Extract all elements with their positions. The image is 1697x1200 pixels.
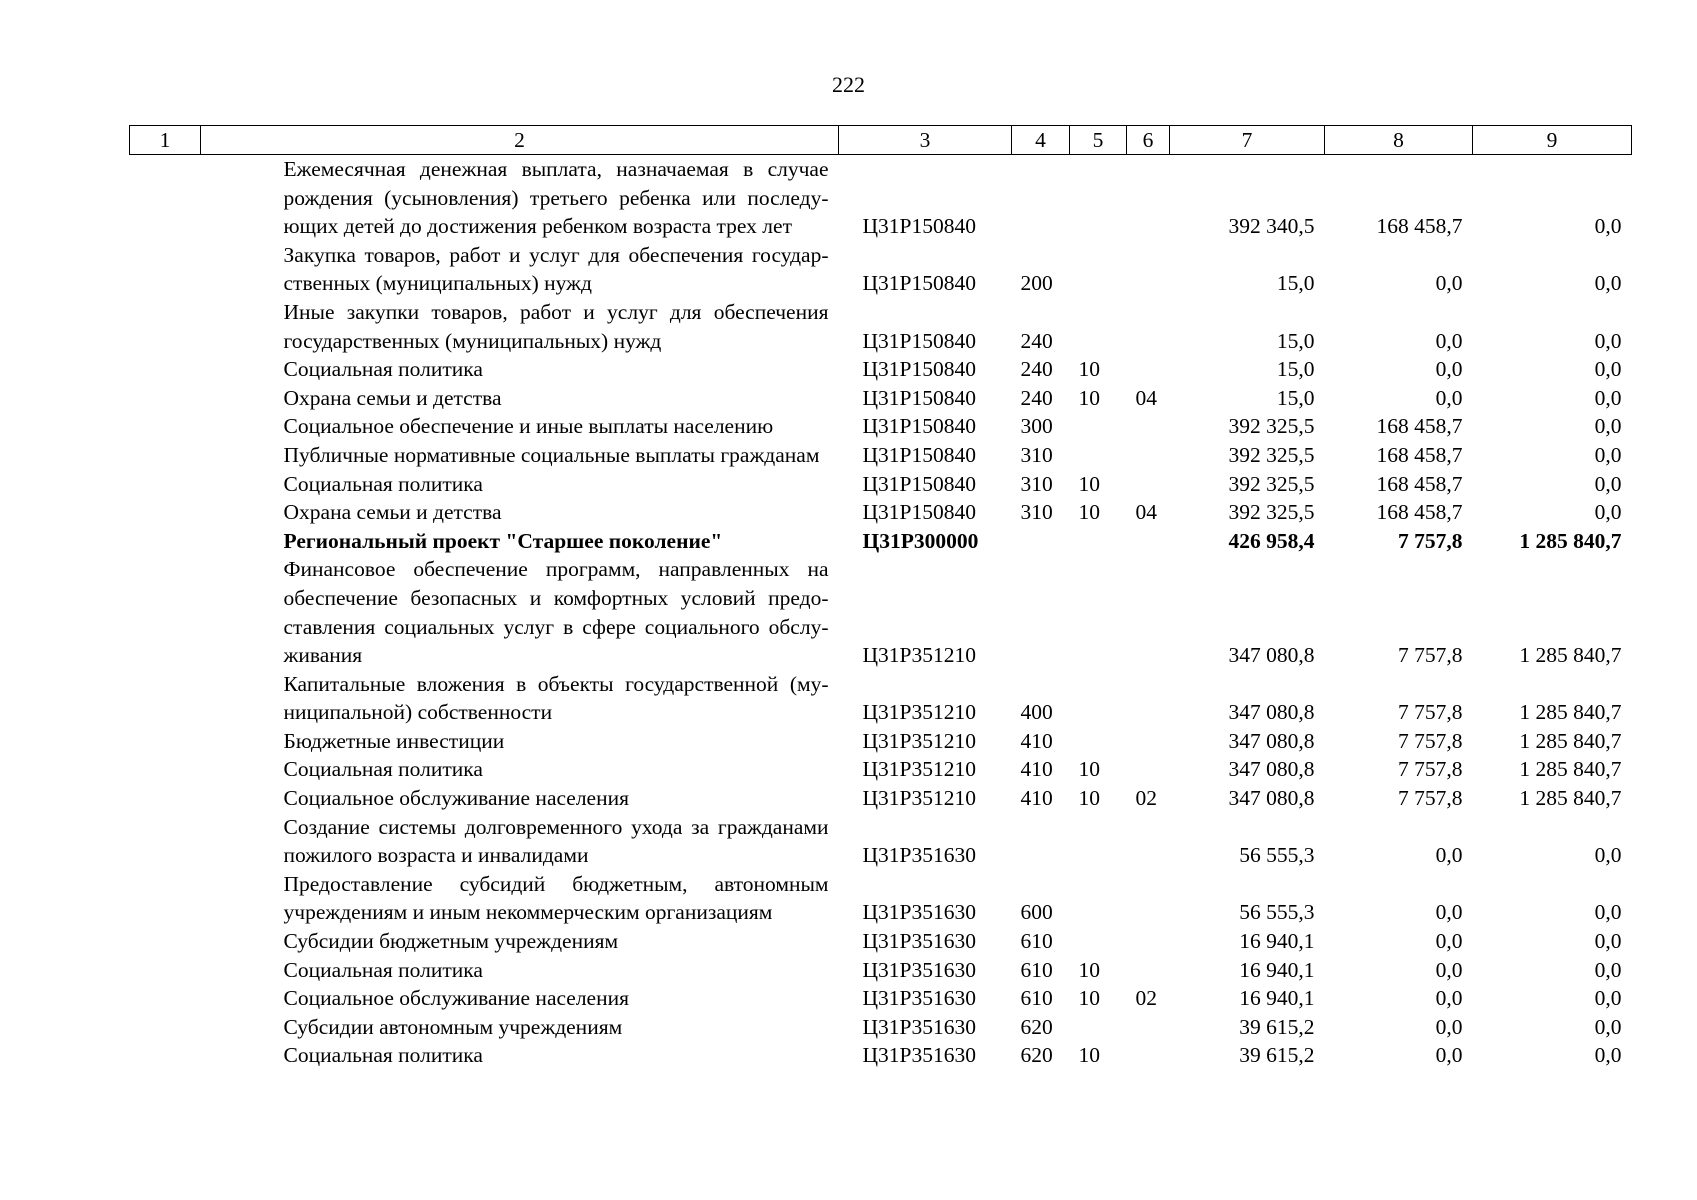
row-code: Ц31Р351210	[862, 757, 976, 782]
row-value-7: 56 555,3	[1239, 900, 1315, 925]
column-header: 7	[1170, 126, 1325, 155]
row-col5: 10	[1078, 500, 1100, 525]
row-value-8: 7 757,8	[1398, 528, 1463, 553]
row-value-9: 1 285 840,7	[1519, 700, 1622, 725]
row-value-9: 0,0	[1594, 843, 1622, 868]
row-value-7: 347 080,8	[1228, 700, 1315, 725]
row-value-9: 0,0	[1594, 357, 1622, 382]
row-name: Бюджетные инвестиции	[283, 728, 505, 753]
table-body	[130, 155, 1632, 1071]
row-value-8: 0,0	[1435, 328, 1463, 353]
row-code: Ц31Р150840	[862, 214, 976, 239]
header-row	[130, 126, 1632, 155]
page-number: 222	[832, 72, 865, 97]
row-value-7: 392 325,5	[1228, 414, 1315, 439]
row-name: Субсидии автономным учреждениям	[283, 1014, 623, 1039]
row-value-9: 0,0	[1594, 957, 1622, 982]
row-col4: 620	[1020, 1043, 1053, 1068]
row-code: Ц31Р150840	[862, 500, 976, 525]
row-value-9: 0,0	[1594, 1043, 1622, 1068]
table-row	[130, 155, 1632, 241]
column-header: 1	[130, 126, 201, 155]
column-header: 6	[1127, 126, 1170, 155]
row-col5	[1070, 927, 1127, 956]
row-code: Ц31Р351630	[862, 1014, 976, 1039]
empty-cell	[130, 412, 201, 441]
row-col4: 410	[1020, 728, 1053, 753]
row-col4: 200	[1020, 271, 1053, 296]
row-value-8: 0,0	[1435, 900, 1463, 925]
table-row	[130, 956, 1632, 985]
row-col4: 310	[1020, 471, 1053, 496]
row-col4: 240	[1020, 357, 1053, 382]
row-col5	[1070, 441, 1127, 470]
column-header: 3	[839, 126, 1012, 155]
empty-cell	[130, 527, 201, 556]
row-value-7: 347 080,8	[1228, 728, 1315, 753]
row-code: Ц31Р351630	[862, 900, 976, 925]
row-col6	[1127, 470, 1170, 499]
row-value-9: 0,0	[1594, 900, 1622, 925]
table-row	[130, 470, 1632, 499]
row-col4	[1012, 813, 1070, 870]
row-value-7: 16 940,1	[1239, 929, 1315, 954]
column-header: 8	[1325, 126, 1473, 155]
row-col6	[1127, 155, 1170, 241]
table-row	[130, 527, 1632, 556]
row-value-9: 1 285 840,7	[1519, 757, 1622, 782]
row-name: Охрана семьи и детства	[283, 500, 502, 525]
row-value-7: 392 325,5	[1228, 471, 1315, 496]
row-name: Охрана семьи и детства	[283, 385, 502, 410]
row-col4: 310	[1020, 500, 1053, 525]
empty-cell	[130, 670, 201, 727]
row-col6: 04	[1135, 385, 1157, 410]
row-value-8: 0,0	[1435, 929, 1463, 954]
row-col5	[1070, 555, 1127, 669]
row-value-8: 0,0	[1435, 1014, 1463, 1039]
row-value-7: 16 940,1	[1239, 986, 1315, 1011]
row-value-7: 347 080,8	[1228, 786, 1315, 811]
row-code: Ц31Р300000	[862, 528, 979, 553]
row-col4: 410	[1020, 786, 1053, 811]
row-col6	[1127, 956, 1170, 985]
row-col5	[1070, 870, 1127, 927]
row-col4: 310	[1020, 442, 1053, 467]
table-row	[130, 755, 1632, 784]
table-row	[130, 555, 1632, 669]
row-col4: 600	[1020, 900, 1053, 925]
row-name: Иные закупки товаров, работ и услуг для обеспечения государственных (муниципальных) нужд	[283, 299, 829, 353]
row-col4: 610	[1020, 986, 1053, 1011]
table-row	[130, 441, 1632, 470]
row-value-7: 347 080,8	[1228, 643, 1315, 668]
row-col6: 02	[1135, 986, 1157, 1011]
empty-cell	[130, 927, 201, 956]
row-value-7: 15,0	[1276, 385, 1315, 410]
row-col5	[1070, 527, 1127, 556]
row-value-8: 168 458,7	[1376, 414, 1463, 439]
empty-cell	[130, 755, 201, 784]
empty-cell	[130, 784, 201, 813]
row-value-8: 7 757,8	[1398, 643, 1463, 668]
row-code: Ц31Р351210	[862, 728, 976, 753]
row-code: Ц31Р351210	[862, 786, 976, 811]
row-name: Социальная политика	[283, 757, 483, 782]
row-col5: 10	[1078, 357, 1100, 382]
row-value-8: 0,0	[1435, 357, 1463, 382]
row-col4: 610	[1020, 957, 1053, 982]
row-value-7: 16 940,1	[1239, 957, 1315, 982]
row-name: Субсидии бюджетным учреждениям	[283, 929, 619, 954]
row-value-7: 39 615,2	[1239, 1043, 1315, 1068]
row-code: Ц31Р150840	[862, 442, 976, 467]
table-row	[130, 298, 1632, 355]
row-col6: 04	[1135, 500, 1157, 525]
column-header: 4	[1012, 126, 1070, 155]
row-value-9: 1 285 840,7	[1519, 728, 1622, 753]
row-col5	[1070, 412, 1127, 441]
row-col5: 10	[1078, 471, 1100, 496]
row-name: Создание системы долговременного ухода за гражданами пожилого возраста и инвалидами	[283, 814, 829, 868]
row-col4: 620	[1020, 1014, 1053, 1039]
row-value-7: 15,0	[1276, 328, 1315, 353]
row-col6	[1127, 813, 1170, 870]
row-col4: 240	[1020, 385, 1053, 410]
row-value-8: 168 458,7	[1376, 442, 1463, 467]
empty-cell	[130, 1013, 201, 1042]
row-name: Региональный проект "Старшее поколение"	[283, 528, 723, 553]
row-value-9: 0,0	[1594, 929, 1622, 954]
row-value-9: 0,0	[1594, 414, 1622, 439]
row-name: Социальная политика	[283, 471, 483, 496]
row-col4	[1012, 555, 1070, 669]
row-code: Ц31Р150840	[862, 414, 976, 439]
row-value-9: 0,0	[1594, 214, 1622, 239]
empty-cell	[130, 298, 201, 355]
table-row	[130, 927, 1632, 956]
row-col6	[1127, 727, 1170, 756]
row-col4: 300	[1020, 414, 1053, 439]
row-value-9: 1 285 840,7	[1519, 528, 1622, 553]
row-value-9: 0,0	[1594, 271, 1622, 296]
row-value-9: 0,0	[1594, 328, 1622, 353]
row-name: Капитальные вложения в объекты государственной (му-ниципальной) собственности	[283, 671, 829, 725]
row-code: Ц31Р150840	[862, 357, 976, 382]
row-name: Социальная политика	[283, 957, 483, 982]
row-col5: 10	[1078, 757, 1100, 782]
row-col5: 10	[1078, 786, 1100, 811]
row-col6	[1127, 441, 1170, 470]
row-value-9: 0,0	[1594, 500, 1622, 525]
row-value-7: 347 080,8	[1228, 757, 1315, 782]
row-col4	[1012, 527, 1070, 556]
row-name: Социальная политика	[283, 357, 483, 382]
row-value-8: 0,0	[1435, 957, 1463, 982]
table-row	[130, 1013, 1632, 1042]
table-row	[130, 984, 1632, 1013]
row-col6	[1127, 527, 1170, 556]
empty-cell	[130, 555, 201, 669]
row-col6	[1127, 927, 1170, 956]
row-col5: 10	[1078, 986, 1100, 1011]
table-row	[130, 355, 1632, 384]
row-value-8: 7 757,8	[1398, 786, 1463, 811]
row-name: Социальная политика	[283, 1043, 483, 1068]
row-code: Ц31Р351210	[862, 700, 976, 725]
row-value-8: 168 458,7	[1376, 500, 1463, 525]
empty-cell	[130, 984, 201, 1013]
column-header: 2	[201, 126, 839, 155]
table-row	[130, 384, 1632, 413]
row-name: Публичные нормативные социальные выплаты гражданам	[283, 442, 820, 467]
row-col6	[1127, 1013, 1170, 1042]
empty-cell	[130, 1041, 201, 1070]
row-name: Социальное обслуживание населения	[283, 986, 630, 1011]
row-value-7: 392 325,5	[1228, 442, 1315, 467]
row-code: Ц31Р150840	[862, 271, 976, 296]
row-value-9: 1 285 840,7	[1519, 643, 1622, 668]
table-row	[130, 412, 1632, 441]
empty-cell	[130, 813, 201, 870]
row-value-9: 1 285 840,7	[1519, 786, 1622, 811]
row-value-9: 0,0	[1594, 471, 1622, 496]
empty-cell	[130, 384, 201, 413]
row-col5	[1070, 670, 1127, 727]
row-col6	[1127, 412, 1170, 441]
row-col5	[1070, 727, 1127, 756]
row-name: Социальное обслуживание населения	[283, 786, 630, 811]
empty-cell	[130, 470, 201, 499]
row-col5: 10	[1078, 957, 1100, 982]
row-col6	[1127, 241, 1170, 298]
row-value-7: 392 325,5	[1228, 500, 1315, 525]
row-name: Закупка товаров, работ и услуг для обеспечения государ-ственных (муниципальных) нужд	[283, 242, 829, 296]
row-col5	[1070, 1013, 1127, 1042]
empty-cell	[130, 241, 201, 298]
column-header: 9	[1473, 126, 1632, 155]
row-col6: 02	[1135, 786, 1157, 811]
row-col4: 410	[1020, 757, 1053, 782]
table-row	[130, 670, 1632, 727]
empty-cell	[130, 441, 201, 470]
empty-cell	[130, 355, 201, 384]
row-value-9: 0,0	[1594, 442, 1622, 467]
row-col5	[1070, 298, 1127, 355]
row-col6	[1127, 555, 1170, 669]
row-code: Ц31Р351630	[862, 843, 976, 868]
row-value-9: 0,0	[1594, 986, 1622, 1011]
row-col5	[1070, 155, 1127, 241]
empty-cell	[130, 155, 201, 241]
row-col5	[1070, 241, 1127, 298]
row-name: Ежемесячная денежная выплата, назначаемая в случае рождения (усыновления) третьего ребенка или последу-ющих детей до достижения ребенком возраста трех лет	[283, 157, 829, 239]
row-value-9: 0,0	[1594, 385, 1622, 410]
row-col6	[1127, 355, 1170, 384]
row-value-8: 7 757,8	[1398, 700, 1463, 725]
row-value-7: 426 958,4	[1228, 528, 1315, 553]
table-row	[130, 813, 1632, 870]
row-code: Ц31Р150840	[862, 471, 976, 496]
row-value-9: 0,0	[1594, 1014, 1622, 1039]
row-value-7: 392 340,5	[1228, 214, 1315, 239]
table-row	[130, 241, 1632, 298]
row-value-8: 7 757,8	[1398, 728, 1463, 753]
row-col4	[1012, 155, 1070, 241]
row-value-7: 15,0	[1276, 357, 1315, 382]
row-col6	[1127, 1041, 1170, 1070]
row-col4: 400	[1020, 700, 1053, 725]
empty-cell	[130, 498, 201, 527]
table-row	[130, 870, 1632, 927]
row-col4: 240	[1020, 328, 1053, 353]
row-value-8: 0,0	[1435, 271, 1463, 296]
table-row	[130, 498, 1632, 527]
row-col6	[1127, 870, 1170, 927]
row-col5: 10	[1078, 1043, 1100, 1068]
empty-cell	[130, 870, 201, 927]
empty-cell	[130, 956, 201, 985]
row-code: Ц31Р351630	[862, 929, 976, 954]
row-value-8: 0,0	[1435, 986, 1463, 1011]
row-col4: 610	[1020, 929, 1053, 954]
row-name: Финансовое обеспечение программ, направленных на обеспечение безопасных и комфортных условий предо-ставления социальных услуг в сфере социального обслу-живания	[283, 557, 829, 668]
row-col5	[1070, 813, 1127, 870]
row-col6	[1127, 755, 1170, 784]
row-code: Ц31Р351630	[862, 1043, 976, 1068]
budget-table	[129, 125, 1632, 1070]
row-code: Ц31Р351630	[862, 957, 976, 982]
row-col5: 10	[1078, 385, 1100, 410]
table-header	[130, 126, 1632, 155]
row-value-8: 0,0	[1435, 1043, 1463, 1068]
row-value-7: 39 615,2	[1239, 1014, 1315, 1039]
empty-cell	[130, 727, 201, 756]
row-value-8: 7 757,8	[1398, 757, 1463, 782]
row-name: Предоставление субсидий бюджетным, автономным учреждениям и иным некоммерческим организациям	[283, 871, 829, 925]
row-col6	[1127, 670, 1170, 727]
row-code: Ц31Р150840	[862, 328, 976, 353]
column-header: 5	[1070, 126, 1127, 155]
row-code: Ц31Р150840	[862, 385, 976, 410]
row-value-7: 56 555,3	[1239, 843, 1315, 868]
row-name: Социальное обеспечение и иные выплаты населению	[283, 414, 774, 439]
table-row	[130, 727, 1632, 756]
row-value-8: 0,0	[1435, 385, 1463, 410]
table-row	[130, 784, 1632, 813]
row-col6	[1127, 298, 1170, 355]
row-value-7: 15,0	[1276, 271, 1315, 296]
row-value-8: 0,0	[1435, 843, 1463, 868]
row-code: Ц31Р351630	[862, 986, 976, 1011]
row-value-8: 168 458,7	[1376, 214, 1463, 239]
table-row	[130, 1041, 1632, 1070]
row-value-8: 168 458,7	[1376, 471, 1463, 496]
row-code: Ц31Р351210	[862, 643, 976, 668]
